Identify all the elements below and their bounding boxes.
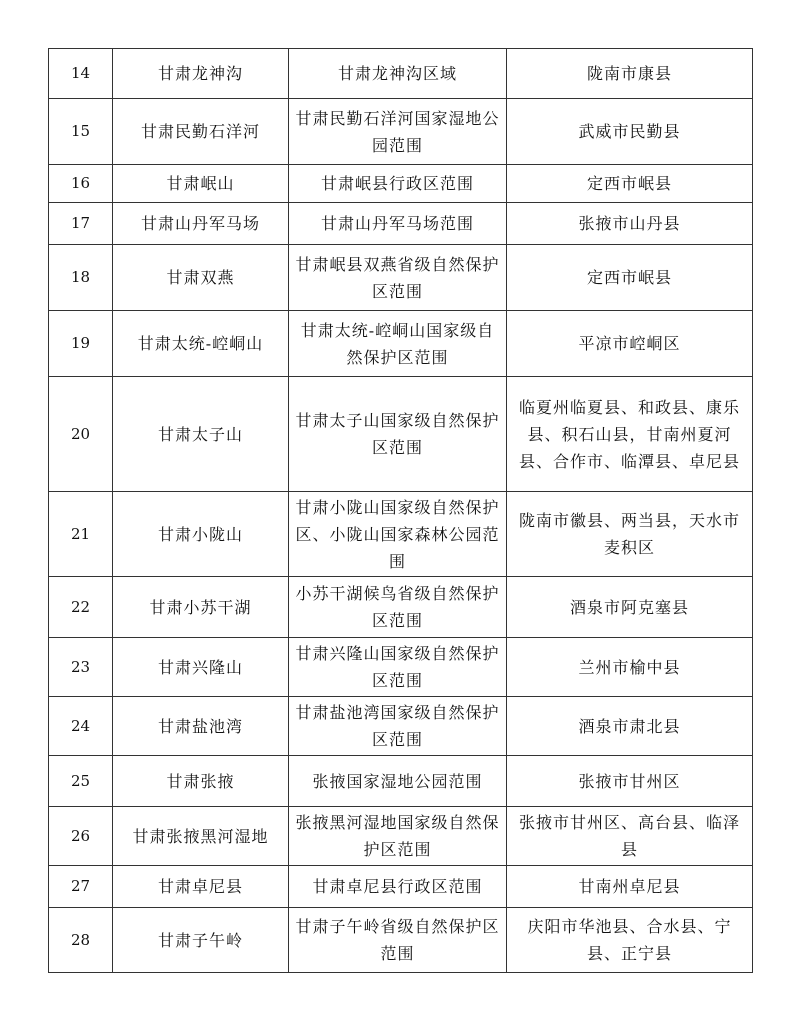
region-name: 甘肃太子山 xyxy=(113,377,289,492)
region-scope: 张掖黑河湿地国家级自然保护区范围 xyxy=(289,807,507,866)
region-scope: 甘肃岷县行政区范围 xyxy=(289,165,507,203)
region-name: 甘肃张掖 xyxy=(113,756,289,807)
region-scope: 甘肃太子山国家级自然保护区范围 xyxy=(289,377,507,492)
row-number: 22 xyxy=(49,577,113,638)
row-number: 15 xyxy=(49,99,113,165)
table-body xyxy=(49,49,753,973)
region-scope: 甘肃岷县双燕省级自然保护区范围 xyxy=(289,245,507,311)
table-row xyxy=(49,866,753,908)
region-location: 定西市岷县 xyxy=(507,165,753,203)
region-name: 甘肃岷山 xyxy=(113,165,289,203)
region-location: 张掖市甘州区、高台县、临泽县 xyxy=(507,807,753,866)
regions-table xyxy=(48,48,753,973)
row-number: 20 xyxy=(49,377,113,492)
region-location: 平凉市崆峒区 xyxy=(507,311,753,377)
region-name: 甘肃双燕 xyxy=(113,245,289,311)
region-location: 陇南市康县 xyxy=(507,49,753,99)
table-row xyxy=(49,99,753,165)
table-row xyxy=(49,638,753,697)
region-name: 甘肃子午岭 xyxy=(113,908,289,973)
table-row xyxy=(49,807,753,866)
row-number: 14 xyxy=(49,49,113,99)
table-row xyxy=(49,377,753,492)
region-name: 甘肃民勤石洋河 xyxy=(113,99,289,165)
region-scope: 甘肃子午岭省级自然保护区范围 xyxy=(289,908,507,973)
region-scope: 甘肃小陇山国家级自然保护区、小陇山国家森林公园范围 xyxy=(289,492,507,577)
region-name: 甘肃山丹军马场 xyxy=(113,203,289,245)
region-name: 甘肃太统-崆峒山 xyxy=(113,311,289,377)
region-scope: 甘肃山丹军马场范围 xyxy=(289,203,507,245)
region-scope: 甘肃兴隆山国家级自然保护区范围 xyxy=(289,638,507,697)
region-scope: 甘肃龙神沟区域 xyxy=(289,49,507,99)
row-number: 19 xyxy=(49,311,113,377)
row-number: 27 xyxy=(49,866,113,908)
region-location: 兰州市榆中县 xyxy=(507,638,753,697)
region-name: 甘肃兴隆山 xyxy=(113,638,289,697)
row-number: 21 xyxy=(49,492,113,577)
table-row xyxy=(49,165,753,203)
region-location: 张掖市山丹县 xyxy=(507,203,753,245)
row-number: 18 xyxy=(49,245,113,311)
row-number: 25 xyxy=(49,756,113,807)
region-scope: 甘肃卓尼县行政区范围 xyxy=(289,866,507,908)
region-location: 武威市民勤县 xyxy=(507,99,753,165)
region-location: 酒泉市阿克塞县 xyxy=(507,577,753,638)
table-row xyxy=(49,492,753,577)
region-name: 甘肃龙神沟 xyxy=(113,49,289,99)
region-location: 甘南州卓尼县 xyxy=(507,866,753,908)
table-row xyxy=(49,203,753,245)
table-row xyxy=(49,245,753,311)
region-name: 甘肃张掖黑河湿地 xyxy=(113,807,289,866)
region-name: 甘肃卓尼县 xyxy=(113,866,289,908)
region-location: 酒泉市肃北县 xyxy=(507,697,753,756)
region-location: 张掖市甘州区 xyxy=(507,756,753,807)
region-name: 甘肃小陇山 xyxy=(113,492,289,577)
table-row xyxy=(49,756,753,807)
table-row xyxy=(49,49,753,99)
row-number: 24 xyxy=(49,697,113,756)
table-row xyxy=(49,697,753,756)
region-scope: 小苏干湖候鸟省级自然保护区范围 xyxy=(289,577,507,638)
region-location: 临夏州临夏县、和政县、康乐县、积石山县，甘南州夏河县、合作市、临潭县、卓尼县 xyxy=(507,377,753,492)
row-number: 28 xyxy=(49,908,113,973)
region-name: 甘肃盐池湾 xyxy=(113,697,289,756)
table-row xyxy=(49,577,753,638)
region-scope: 张掖国家湿地公园范围 xyxy=(289,756,507,807)
row-number: 23 xyxy=(49,638,113,697)
region-name: 甘肃小苏干湖 xyxy=(113,577,289,638)
region-scope: 甘肃盐池湾国家级自然保护区范围 xyxy=(289,697,507,756)
row-number: 26 xyxy=(49,807,113,866)
region-location: 陇南市徽县、两当县，天水市麦积区 xyxy=(507,492,753,577)
table-row xyxy=(49,311,753,377)
row-number: 16 xyxy=(49,165,113,203)
region-scope: 甘肃太统-崆峒山国家级自然保护区范围 xyxy=(289,311,507,377)
region-location: 定西市岷县 xyxy=(507,245,753,311)
region-scope: 甘肃民勤石洋河国家湿地公园范围 xyxy=(289,99,507,165)
region-location: 庆阳市华池县、合水县、宁县、正宁县 xyxy=(507,908,753,973)
row-number: 17 xyxy=(49,203,113,245)
table-row xyxy=(49,908,753,973)
